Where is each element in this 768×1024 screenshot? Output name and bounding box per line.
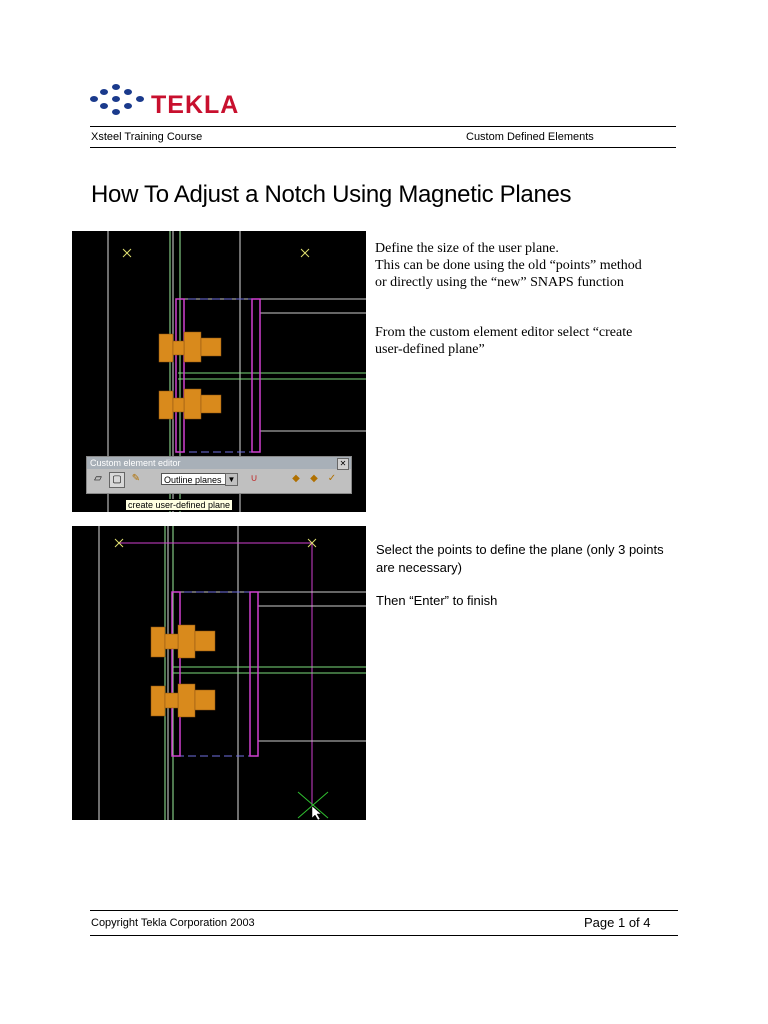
page-number: Page 1 of 4 xyxy=(584,915,651,930)
header-top-rule xyxy=(90,126,676,127)
instructions-3 xyxy=(376,541,676,577)
create-plane-icon[interactable]: ▢ xyxy=(109,472,125,488)
tool-icon-1[interactable]: ◆ xyxy=(292,473,300,484)
section-name: Custom Defined Elements xyxy=(466,131,594,143)
instructions-4: Then “Enter” to finish xyxy=(376,593,498,608)
instr2-line2: user-defined plane” xyxy=(375,342,485,357)
model-view-2 xyxy=(72,526,366,820)
instr3-line2: are necessary) xyxy=(376,560,462,575)
plane-icon[interactable]: ▱ xyxy=(94,473,102,484)
bolt-1 xyxy=(159,332,221,362)
bolt-3 xyxy=(151,625,215,658)
instr3-line1: Select the points to define the plane (only 3 points xyxy=(376,542,664,557)
footer-top-rule xyxy=(90,910,678,911)
tooltip-create-plane: create user-defined plane xyxy=(125,499,233,511)
edit-icon[interactable]: ✎ xyxy=(131,473,141,484)
bolt-2 xyxy=(159,389,221,419)
page-title: How To Adjust a Notch Using Magnetic Planes xyxy=(91,181,572,208)
footer-bottom-rule xyxy=(90,935,678,936)
tool-icon-3[interactable]: ✓ xyxy=(327,473,337,484)
custom-element-editor xyxy=(86,456,352,494)
planes-dropdown-value: Outline planes xyxy=(164,475,222,485)
copyright: Copyright Tekla Corporation 2003 xyxy=(91,917,255,929)
course-name: Xsteel Training Course xyxy=(91,131,203,143)
instructions-1 xyxy=(375,240,685,291)
instr1-line1: Define the size of the user plane. xyxy=(375,241,559,256)
screenshot-select-points xyxy=(72,526,366,820)
close-icon[interactable]: ✕ xyxy=(337,458,349,470)
logo-text: TEKLA xyxy=(151,91,240,119)
instructions-2 xyxy=(375,324,685,358)
instr2-line1: From the custom element editor select “create xyxy=(375,325,633,340)
chevron-down-icon[interactable]: ▼ xyxy=(225,473,238,486)
magnet-icon[interactable]: ∪ xyxy=(250,473,258,484)
tool-icon-2[interactable]: ◆ xyxy=(310,473,318,484)
editor-title: Custom element editor xyxy=(87,457,351,469)
instr1-line3: or directly using the “new” SNAPS function xyxy=(375,275,624,290)
tekla-logo-icon xyxy=(90,84,148,116)
bolt-4 xyxy=(151,684,215,717)
header-bottom-rule xyxy=(90,147,676,148)
instr1-line2: This can be done using the old “points” method xyxy=(375,258,642,273)
